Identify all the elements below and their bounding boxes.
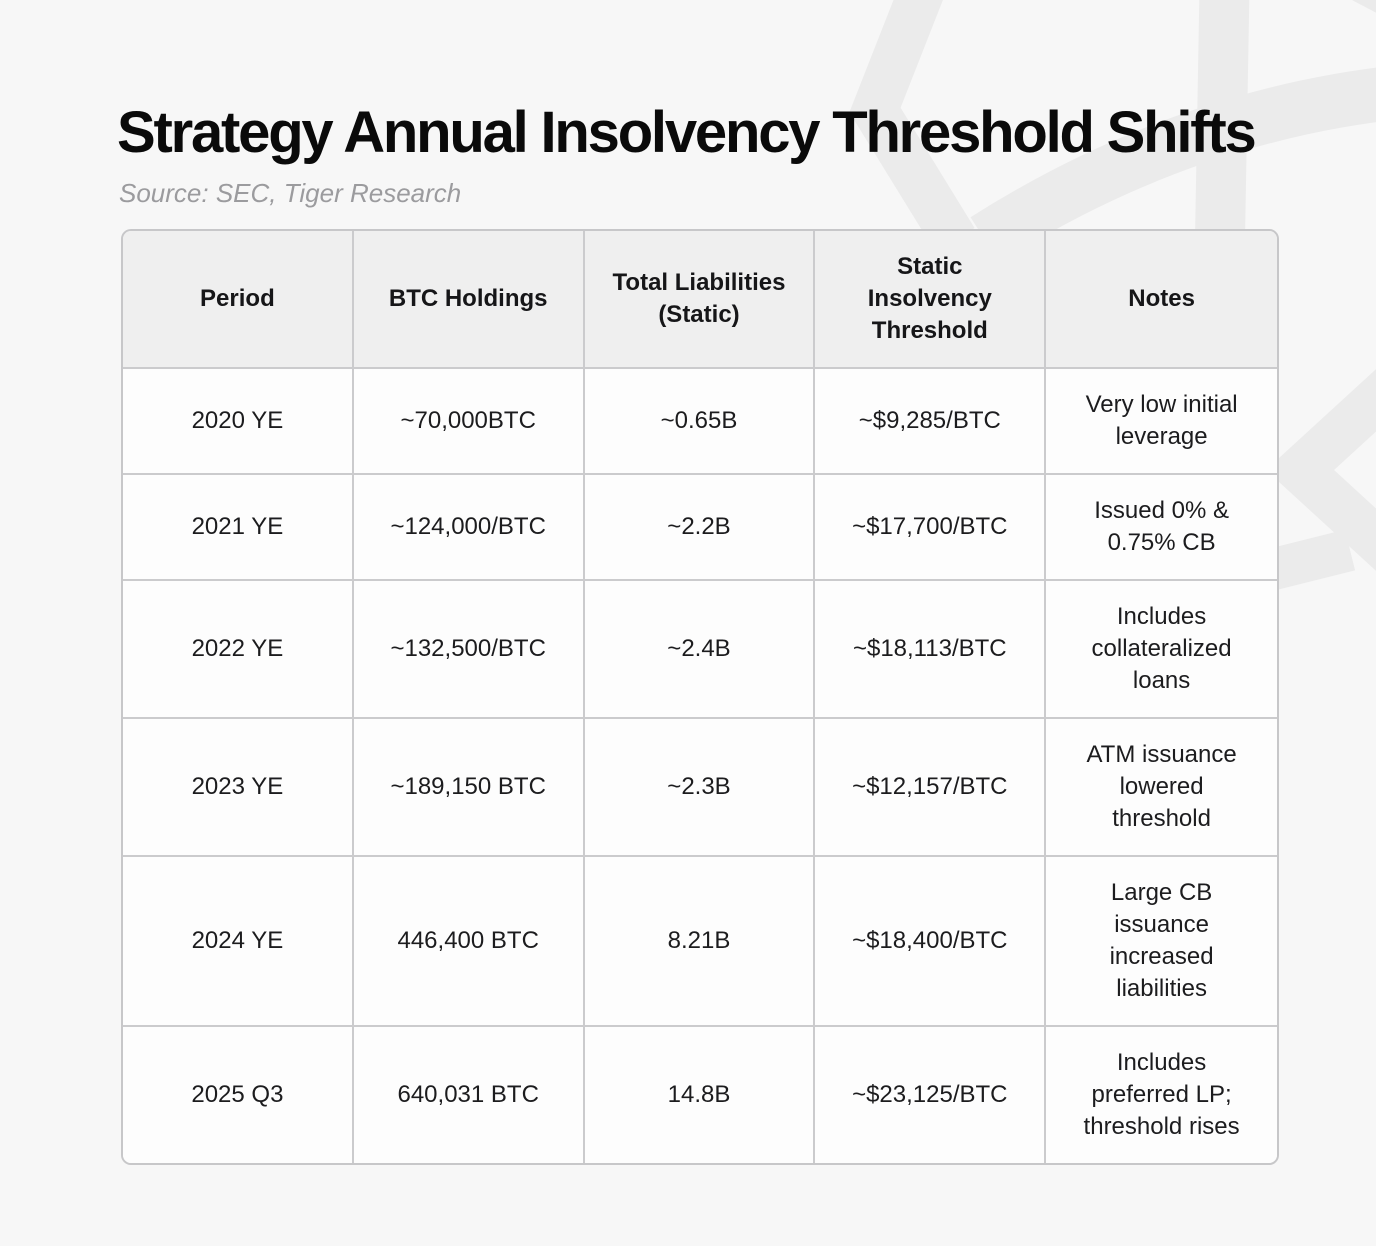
cell-total-liabilities: ~2.3B xyxy=(585,719,816,857)
table-row-2024 xyxy=(123,857,1277,1027)
cell-btc-holdings: ~70,000BTC xyxy=(354,369,585,475)
table-row-2025q3 xyxy=(123,1027,1277,1163)
cell-total-liabilities: 8.21B xyxy=(585,857,816,1027)
header-cell-total-liabilities: Total Liabilities (Static) xyxy=(585,231,816,369)
cell-period: 2020 YE xyxy=(123,369,354,475)
cell-total-liabilities: ~2.4B xyxy=(585,581,816,719)
source-caption: Source: SEC, Tiger Research xyxy=(119,178,462,208)
cell-notes: Includes preferred LP; threshold rises xyxy=(1046,1027,1277,1163)
header-cell-notes: Notes xyxy=(1046,231,1277,369)
cell-period: 2021 YE xyxy=(123,475,354,581)
cell-notes: Large CB issuance increased liabilities xyxy=(1046,857,1277,1027)
cell-insolvency-threshold: ~$17,700/BTC xyxy=(815,475,1046,581)
cell-notes: ATM issuance lowered threshold xyxy=(1046,719,1277,857)
page-title: Strategy Annual Insolvency Threshold Shifts xyxy=(117,100,1255,165)
table-row-2022 xyxy=(123,581,1277,719)
header-cell-btc-holdings: BTC Holdings xyxy=(354,231,585,369)
header-cell-period: Period xyxy=(123,231,354,369)
cell-period: 2023 YE xyxy=(123,719,354,857)
cell-insolvency-threshold: ~$18,400/BTC xyxy=(815,857,1046,1027)
insolvency-table xyxy=(123,231,1277,1163)
cell-btc-holdings: ~189,150 BTC xyxy=(354,719,585,857)
cell-notes: Very low initial leverage xyxy=(1046,369,1277,475)
header-cell-insolvency-threshold: Static Insolvency Threshold xyxy=(815,231,1046,369)
cell-insolvency-threshold: ~$9,285/BTC xyxy=(815,369,1046,475)
cell-period: 2024 YE xyxy=(123,857,354,1027)
table-row-2023 xyxy=(123,719,1277,857)
cell-total-liabilities: 14.8B xyxy=(585,1027,816,1163)
header-row xyxy=(123,231,1277,369)
cell-total-liabilities: ~2.2B xyxy=(585,475,816,581)
cell-notes: Includes collateralized loans xyxy=(1046,581,1277,719)
cell-total-liabilities: ~0.65B xyxy=(585,369,816,475)
cell-notes: Issued 0% & 0.75% CB xyxy=(1046,475,1277,581)
cell-period: 2025 Q3 xyxy=(123,1027,354,1163)
table-row-2020 xyxy=(123,369,1277,475)
cell-insolvency-threshold: ~$12,157/BTC xyxy=(815,719,1046,857)
insolvency-table-container xyxy=(121,229,1279,1165)
cell-btc-holdings: ~132,500/BTC xyxy=(354,581,585,719)
cell-period: 2022 YE xyxy=(123,581,354,719)
table-row-2021 xyxy=(123,475,1277,581)
cell-btc-holdings: 446,400 BTC xyxy=(354,857,585,1027)
table-header xyxy=(123,231,1277,369)
cell-insolvency-threshold: ~$23,125/BTC xyxy=(815,1027,1046,1163)
cell-insolvency-threshold: ~$18,113/BTC xyxy=(815,581,1046,719)
cell-btc-holdings: ~124,000/BTC xyxy=(354,475,585,581)
table-body xyxy=(123,369,1277,1163)
cell-btc-holdings: 640,031 BTC xyxy=(354,1027,585,1163)
